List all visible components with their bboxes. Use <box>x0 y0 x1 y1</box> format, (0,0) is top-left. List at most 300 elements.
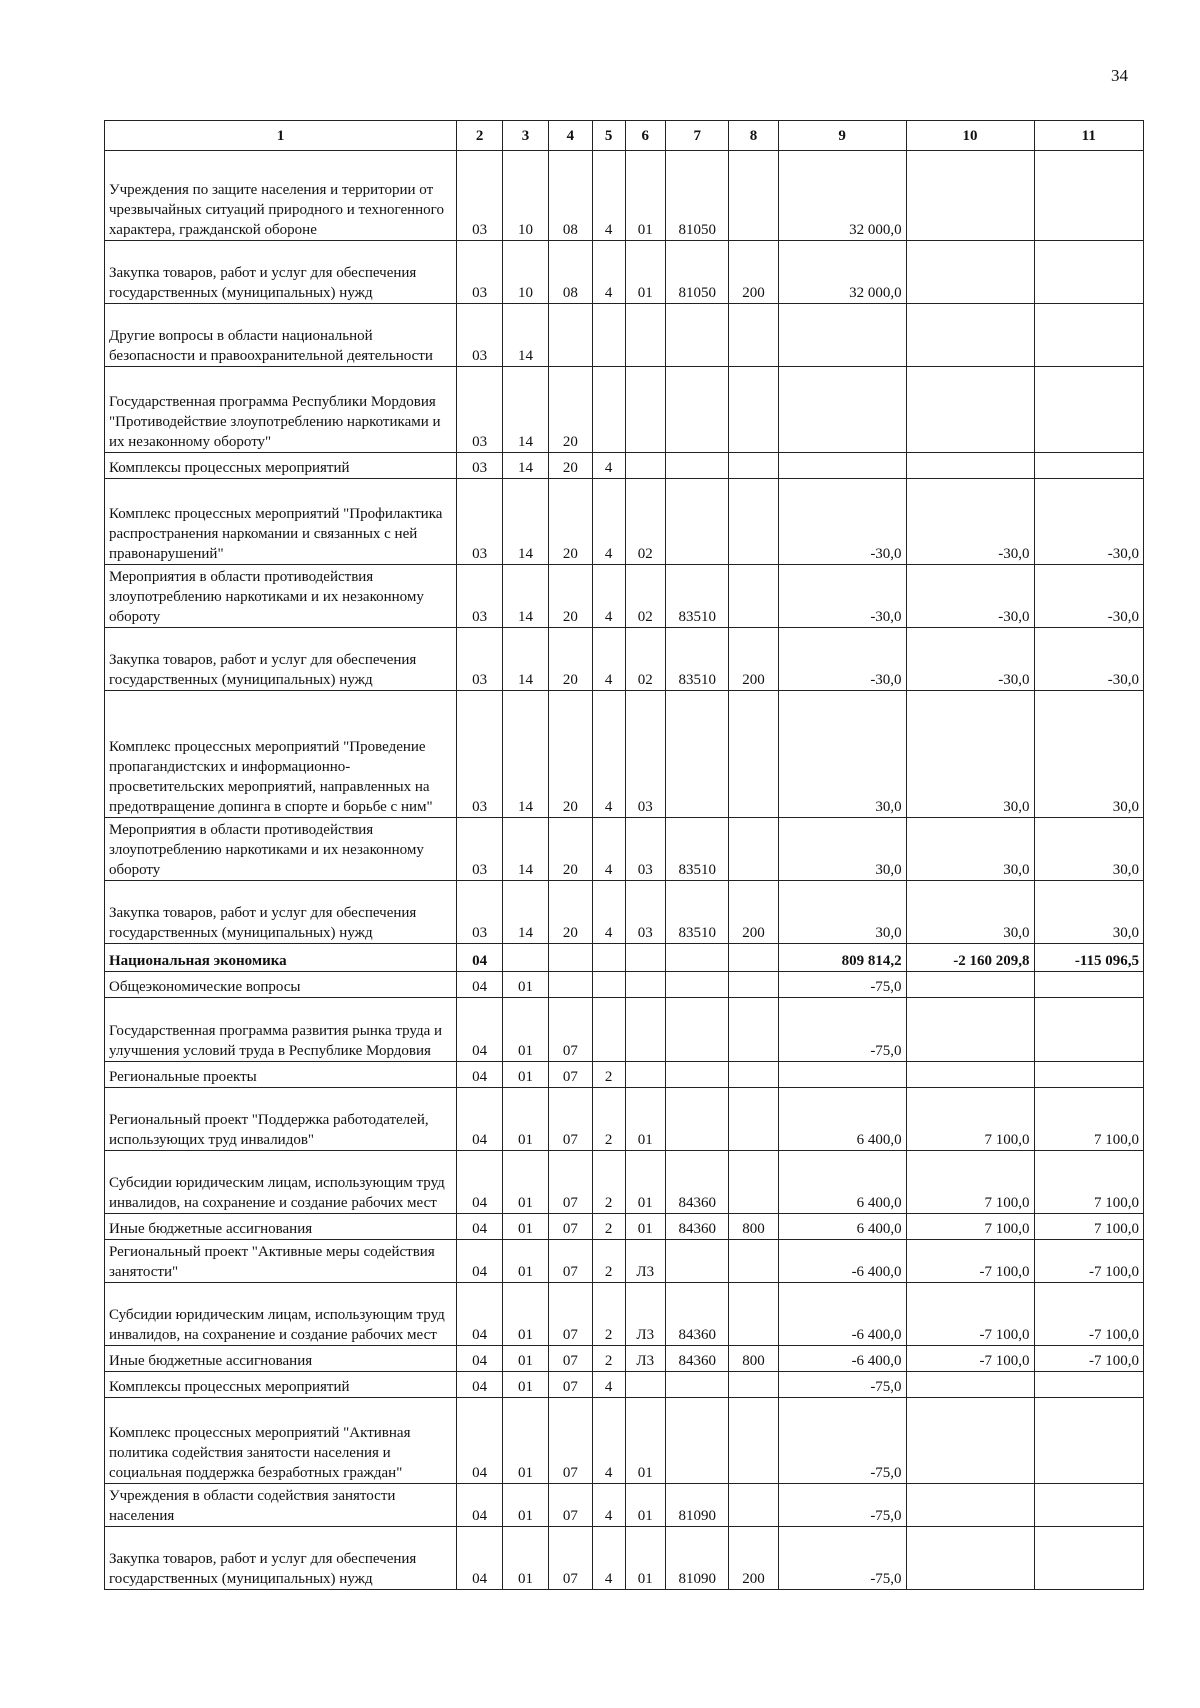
cell-section: 04 <box>457 1484 503 1527</box>
cell-section: 03 <box>457 367 503 453</box>
cell-program-type <box>592 944 625 972</box>
cell-name: Региональный проект "Поддержка работодателей, использующих труд инвалидов" <box>105 1088 457 1151</box>
cell-section: 03 <box>457 151 503 241</box>
cell-subsection: 10 <box>503 151 549 241</box>
header-col-10: 10 <box>906 121 1034 151</box>
cell-program-type: 4 <box>592 1372 625 1398</box>
cell-event: Л3 <box>625 1283 665 1346</box>
cell-section: 03 <box>457 241 503 304</box>
table-row <box>105 241 1144 304</box>
cell-program-type: 4 <box>592 453 625 479</box>
cell-amount-2023: 30,0 <box>778 818 906 881</box>
cell-direction: 83510 <box>665 818 728 881</box>
cell-program-type: 4 <box>592 1527 625 1590</box>
cell-program: 07 <box>549 1214 593 1240</box>
cell-section: 04 <box>457 1088 503 1151</box>
header-col-1: 1 <box>105 121 457 151</box>
cell-name: Мероприятия в области противодействия злоупотреблению наркотиками и их незаконному обороту <box>105 818 457 881</box>
cell-subsection: 14 <box>503 565 549 628</box>
cell-amount-2025: -30,0 <box>1034 628 1143 691</box>
cell-direction: 84360 <box>665 1283 728 1346</box>
cell-subsection: 01 <box>503 1527 549 1590</box>
cell-amount-2023 <box>778 453 906 479</box>
cell-name: Учреждения по защите населения и территории от чрезвычайных ситуаций природного и техногенного характера, гражданской обороне <box>105 151 457 241</box>
cell-program-type <box>592 304 625 367</box>
cell-direction <box>665 1062 728 1088</box>
cell-amount-2023: 30,0 <box>778 881 906 944</box>
cell-section: 04 <box>457 1214 503 1240</box>
cell-program: 07 <box>549 998 593 1062</box>
cell-event: 03 <box>625 818 665 881</box>
cell-name: Иные бюджетные ассигнования <box>105 1346 457 1372</box>
cell-program: 07 <box>549 1062 593 1088</box>
cell-amount-2024: -30,0 <box>906 565 1034 628</box>
cell-amount-2024 <box>906 998 1034 1062</box>
cell-amount-2023: -75,0 <box>778 1484 906 1527</box>
cell-section: 03 <box>457 453 503 479</box>
cell-expense-type: 200 <box>729 881 778 944</box>
cell-subsection: 01 <box>503 1088 549 1151</box>
cell-program <box>549 972 593 998</box>
cell-amount-2025 <box>1034 304 1143 367</box>
cell-amount-2023: -75,0 <box>778 1372 906 1398</box>
cell-program: 07 <box>549 1527 593 1590</box>
header-col-3: 3 <box>503 121 549 151</box>
cell-section: 03 <box>457 881 503 944</box>
table-header-row <box>105 121 1144 151</box>
cell-expense-type <box>729 972 778 998</box>
cell-section: 03 <box>457 479 503 565</box>
cell-section: 04 <box>457 998 503 1062</box>
cell-expense-type <box>729 1062 778 1088</box>
cell-name: Региональный проект "Активные меры содействия занятости" <box>105 1240 457 1283</box>
cell-amount-2025: -30,0 <box>1034 565 1143 628</box>
cell-amount-2023: 6 400,0 <box>778 1151 906 1214</box>
cell-section: 03 <box>457 565 503 628</box>
cell-amount-2025 <box>1034 241 1143 304</box>
cell-amount-2024: 7 100,0 <box>906 1214 1034 1240</box>
table-row <box>105 479 1144 565</box>
cell-program: 08 <box>549 151 593 241</box>
table-row <box>105 453 1144 479</box>
cell-program: 20 <box>549 691 593 818</box>
cell-name: Субсидии юридическим лицам, использующим труд инвалидов, на сохранение и создание рабочих мест <box>105 1151 457 1214</box>
cell-name: Закупка товаров, работ и услуг для обеспечения государственных (муниципальных) нужд <box>105 628 457 691</box>
cell-section: 04 <box>457 1372 503 1398</box>
cell-amount-2023: -30,0 <box>778 479 906 565</box>
cell-program: 20 <box>549 367 593 453</box>
cell-expense-type <box>729 818 778 881</box>
cell-amount-2024: 30,0 <box>906 881 1034 944</box>
cell-event: 01 <box>625 1527 665 1590</box>
cell-program: 07 <box>549 1398 593 1484</box>
header-col-2: 2 <box>457 121 503 151</box>
cell-subsection: 10 <box>503 241 549 304</box>
cell-amount-2024: -30,0 <box>906 628 1034 691</box>
cell-amount-2023: -6 400,0 <box>778 1346 906 1372</box>
cell-program-type: 4 <box>592 565 625 628</box>
cell-amount-2025 <box>1034 1398 1143 1484</box>
cell-amount-2025 <box>1034 1062 1143 1088</box>
cell-name: Субсидии юридическим лицам, использующим труд инвалидов, на сохранение и создание рабочих мест <box>105 1283 457 1346</box>
cell-subsection: 14 <box>503 628 549 691</box>
cell-subsection <box>503 944 549 972</box>
cell-name: Другие вопросы в области национальной безопасности и правоохранительной деятельности <box>105 304 457 367</box>
cell-name: Закупка товаров, работ и услуг для обеспечения государственных (муниципальных) нужд <box>105 881 457 944</box>
cell-name: Комплекс процессных мероприятий "Активная политика содействия занятости населения и социальная поддержка безработных граждан" <box>105 1398 457 1484</box>
table-row <box>105 691 1144 818</box>
table-row <box>105 151 1144 241</box>
cell-amount-2025 <box>1034 367 1143 453</box>
cell-subsection: 01 <box>503 1346 549 1372</box>
cell-direction <box>665 1088 728 1151</box>
cell-program-type: 4 <box>592 1398 625 1484</box>
table-row <box>105 1398 1144 1484</box>
cell-event <box>625 1372 665 1398</box>
cell-name: Учреждения в области содействия занятости населения <box>105 1484 457 1527</box>
cell-direction <box>665 691 728 818</box>
cell-amount-2025: -7 100,0 <box>1034 1346 1143 1372</box>
cell-program-type: 4 <box>592 151 625 241</box>
cell-name: Комплексы процессных мероприятий <box>105 453 457 479</box>
cell-event <box>625 1062 665 1088</box>
cell-direction <box>665 367 728 453</box>
cell-amount-2024: -2 160 209,8 <box>906 944 1034 972</box>
cell-name: Региональные проекты <box>105 1062 457 1088</box>
cell-section: 04 <box>457 1240 503 1283</box>
cell-amount-2023 <box>778 367 906 453</box>
cell-name: Мероприятия в области противодействия злоупотреблению наркотиками и их незаконному обороту <box>105 565 457 628</box>
cell-subsection: 14 <box>503 818 549 881</box>
cell-amount-2024 <box>906 972 1034 998</box>
cell-direction: 84360 <box>665 1214 728 1240</box>
table-row <box>105 818 1144 881</box>
table-row <box>105 1088 1144 1151</box>
cell-subsection: 01 <box>503 972 549 998</box>
cell-direction: 81050 <box>665 151 728 241</box>
cell-amount-2023 <box>778 304 906 367</box>
cell-section: 04 <box>457 1283 503 1346</box>
cell-direction: 83510 <box>665 565 728 628</box>
cell-name: Закупка товаров, работ и услуг для обеспечения государственных (муниципальных) нужд <box>105 1527 457 1590</box>
cell-expense-type: 800 <box>729 1346 778 1372</box>
cell-event: 02 <box>625 628 665 691</box>
cell-amount-2023: 809 814,2 <box>778 944 906 972</box>
cell-section: 04 <box>457 1346 503 1372</box>
cell-name: Иные бюджетные ассигнования <box>105 1214 457 1240</box>
cell-amount-2024 <box>906 1372 1034 1398</box>
cell-program-type: 2 <box>592 1151 625 1214</box>
cell-expense-type: 200 <box>729 1527 778 1590</box>
cell-amount-2023: 32 000,0 <box>778 151 906 241</box>
table-row <box>105 944 1144 972</box>
cell-amount-2025 <box>1034 1484 1143 1527</box>
cell-expense-type: 200 <box>729 241 778 304</box>
cell-section: 04 <box>457 944 503 972</box>
header-col-7: 7 <box>665 121 728 151</box>
cell-amount-2023 <box>778 1062 906 1088</box>
cell-amount-2024: 30,0 <box>906 818 1034 881</box>
table-row <box>105 881 1144 944</box>
cell-direction <box>665 479 728 565</box>
cell-subsection: 01 <box>503 1283 549 1346</box>
cell-program-type: 2 <box>592 1240 625 1283</box>
cell-program-type: 2 <box>592 1062 625 1088</box>
table-row <box>105 1283 1144 1346</box>
cell-program-type: 2 <box>592 1346 625 1372</box>
cell-program: 07 <box>549 1240 593 1283</box>
header-col-6: 6 <box>625 121 665 151</box>
cell-expense-type: 200 <box>729 628 778 691</box>
cell-program: 20 <box>549 453 593 479</box>
cell-program <box>549 304 593 367</box>
cell-expense-type <box>729 453 778 479</box>
table-row <box>105 304 1144 367</box>
cell-amount-2025 <box>1034 1527 1143 1590</box>
cell-direction: 84360 <box>665 1346 728 1372</box>
cell-direction <box>665 1240 728 1283</box>
cell-event <box>625 998 665 1062</box>
cell-amount-2024: -30,0 <box>906 479 1034 565</box>
cell-direction <box>665 972 728 998</box>
cell-amount-2024 <box>906 1398 1034 1484</box>
table-body <box>105 151 1144 1590</box>
table-row <box>105 1527 1144 1590</box>
cell-name: Комплекс процессных мероприятий "Проведение пропагандистских и информационно-просветительских мероприятий, направленных на предотвращение допинга в спорте и борьбе с ним" <box>105 691 457 818</box>
cell-amount-2023: -30,0 <box>778 628 906 691</box>
cell-subsection: 01 <box>503 1214 549 1240</box>
cell-event <box>625 944 665 972</box>
cell-amount-2025: -7 100,0 <box>1034 1283 1143 1346</box>
cell-program: 07 <box>549 1372 593 1398</box>
cell-amount-2025: -115 096,5 <box>1034 944 1143 972</box>
cell-event: 01 <box>625 1151 665 1214</box>
cell-program: 20 <box>549 881 593 944</box>
cell-direction: 83510 <box>665 881 728 944</box>
cell-program-type <box>592 998 625 1062</box>
header-col-4: 4 <box>549 121 593 151</box>
cell-amount-2024: -7 100,0 <box>906 1283 1034 1346</box>
cell-amount-2024: 30,0 <box>906 691 1034 818</box>
cell-section: 03 <box>457 304 503 367</box>
cell-program: 07 <box>549 1151 593 1214</box>
cell-name: Национальная экономика <box>105 944 457 972</box>
cell-expense-type <box>729 691 778 818</box>
cell-subsection: 14 <box>503 479 549 565</box>
header-col-11: 11 <box>1034 121 1143 151</box>
cell-subsection: 14 <box>503 691 549 818</box>
cell-event <box>625 453 665 479</box>
cell-name: Государственная программа Республики Мордовия "Противодействие злоупотреблению наркотиками и их незаконному обороту" <box>105 367 457 453</box>
cell-program-type: 4 <box>592 881 625 944</box>
cell-expense-type <box>729 1088 778 1151</box>
table-row <box>105 1214 1144 1240</box>
cell-subsection: 14 <box>503 881 549 944</box>
cell-program-type: 4 <box>592 1484 625 1527</box>
cell-amount-2023: 6 400,0 <box>778 1088 906 1151</box>
cell-amount-2023: -6 400,0 <box>778 1283 906 1346</box>
cell-direction: 83510 <box>665 628 728 691</box>
cell-event <box>625 304 665 367</box>
cell-program-type: 4 <box>592 691 625 818</box>
header-col-8: 8 <box>729 121 778 151</box>
cell-section: 03 <box>457 628 503 691</box>
cell-amount-2024: 7 100,0 <box>906 1151 1034 1214</box>
cell-subsection: 14 <box>503 304 549 367</box>
cell-amount-2025: 7 100,0 <box>1034 1088 1143 1151</box>
cell-subsection: 01 <box>503 998 549 1062</box>
cell-direction: 84360 <box>665 1151 728 1214</box>
cell-direction: 81090 <box>665 1484 728 1527</box>
header-col-9: 9 <box>778 121 906 151</box>
cell-amount-2025: 7 100,0 <box>1034 1151 1143 1214</box>
cell-program-type: 4 <box>592 479 625 565</box>
table-row <box>105 565 1144 628</box>
cell-amount-2025 <box>1034 151 1143 241</box>
table-row <box>105 972 1144 998</box>
cell-amount-2024 <box>906 1527 1034 1590</box>
cell-program: 07 <box>549 1088 593 1151</box>
cell-amount-2023: 6 400,0 <box>778 1214 906 1240</box>
cell-amount-2024: 7 100,0 <box>906 1088 1034 1151</box>
cell-event <box>625 972 665 998</box>
cell-program: 07 <box>549 1484 593 1527</box>
cell-expense-type <box>729 1372 778 1398</box>
cell-amount-2023: 30,0 <box>778 691 906 818</box>
table-row <box>105 1151 1144 1214</box>
table-row <box>105 1484 1144 1527</box>
cell-amount-2024 <box>906 367 1034 453</box>
cell-amount-2023: -75,0 <box>778 972 906 998</box>
cell-program: 08 <box>549 241 593 304</box>
cell-name: Государственная программа развития рынка труда и улучшения условий труда в Республике Мордовия <box>105 998 457 1062</box>
cell-subsection: 01 <box>503 1484 549 1527</box>
cell-program-type: 4 <box>592 241 625 304</box>
cell-direction <box>665 1398 728 1484</box>
cell-amount-2023: -6 400,0 <box>778 1240 906 1283</box>
cell-section: 03 <box>457 691 503 818</box>
budget-table <box>104 120 1144 1590</box>
cell-event: 03 <box>625 881 665 944</box>
cell-expense-type <box>729 1151 778 1214</box>
cell-name: Общеэкономические вопросы <box>105 972 457 998</box>
cell-amount-2025: 30,0 <box>1034 881 1143 944</box>
header-col-5: 5 <box>592 121 625 151</box>
cell-event: Л3 <box>625 1240 665 1283</box>
cell-event: 01 <box>625 1088 665 1151</box>
cell-amount-2024 <box>906 453 1034 479</box>
cell-program: 20 <box>549 628 593 691</box>
cell-event: 01 <box>625 1484 665 1527</box>
cell-amount-2024 <box>906 1484 1034 1527</box>
cell-subsection: 01 <box>503 1372 549 1398</box>
cell-program-type <box>592 367 625 453</box>
cell-program-type <box>592 972 625 998</box>
cell-program-type: 4 <box>592 628 625 691</box>
cell-program: 20 <box>549 479 593 565</box>
cell-expense-type <box>729 367 778 453</box>
table-row <box>105 1372 1144 1398</box>
cell-event <box>625 367 665 453</box>
cell-amount-2023: -75,0 <box>778 1527 906 1590</box>
cell-subsection: 01 <box>503 1240 549 1283</box>
cell-event: 01 <box>625 1214 665 1240</box>
cell-expense-type <box>729 1240 778 1283</box>
cell-event: 03 <box>625 691 665 818</box>
cell-amount-2025: 30,0 <box>1034 818 1143 881</box>
page-number: 34 <box>1111 66 1128 85</box>
cell-program: 20 <box>549 565 593 628</box>
cell-amount-2024 <box>906 151 1034 241</box>
cell-section: 03 <box>457 818 503 881</box>
table-row <box>105 1062 1144 1088</box>
cell-program <box>549 944 593 972</box>
cell-amount-2024 <box>906 304 1034 367</box>
cell-name: Закупка товаров, работ и услуг для обеспечения государственных (муниципальных) нужд <box>105 241 457 304</box>
cell-amount-2025 <box>1034 972 1143 998</box>
cell-name: Комплекс процессных мероприятий "Профилактика распространения наркомании и связанных с ней правонарушений" <box>105 479 457 565</box>
table-row <box>105 1346 1144 1372</box>
cell-amount-2025: -7 100,0 <box>1034 1240 1143 1283</box>
table-row <box>105 628 1144 691</box>
cell-expense-type: 800 <box>729 1214 778 1240</box>
cell-amount-2024: -7 100,0 <box>906 1346 1034 1372</box>
cell-event: 01 <box>625 241 665 304</box>
cell-amount-2025 <box>1034 1372 1143 1398</box>
cell-subsection: 01 <box>503 1151 549 1214</box>
cell-amount-2025: 7 100,0 <box>1034 1214 1143 1240</box>
cell-amount-2023: 32 000,0 <box>778 241 906 304</box>
table-row <box>105 998 1144 1062</box>
cell-expense-type <box>729 151 778 241</box>
cell-program-type: 2 <box>592 1283 625 1346</box>
cell-expense-type <box>729 479 778 565</box>
cell-expense-type <box>729 1398 778 1484</box>
cell-amount-2023: -30,0 <box>778 565 906 628</box>
cell-section: 04 <box>457 1527 503 1590</box>
cell-amount-2023: -75,0 <box>778 1398 906 1484</box>
cell-amount-2025: 30,0 <box>1034 691 1143 818</box>
cell-program: 07 <box>549 1346 593 1372</box>
cell-section: 04 <box>457 1062 503 1088</box>
cell-program-type: 2 <box>592 1088 625 1151</box>
cell-amount-2025 <box>1034 453 1143 479</box>
cell-program-type: 4 <box>592 818 625 881</box>
cell-amount-2024: -7 100,0 <box>906 1240 1034 1283</box>
cell-name: Комплексы процессных мероприятий <box>105 1372 457 1398</box>
cell-expense-type <box>729 998 778 1062</box>
cell-amount-2025: -30,0 <box>1034 479 1143 565</box>
cell-direction <box>665 304 728 367</box>
cell-direction: 81050 <box>665 241 728 304</box>
cell-program-type: 2 <box>592 1214 625 1240</box>
cell-expense-type <box>729 1484 778 1527</box>
table-row <box>105 367 1144 453</box>
cell-direction <box>665 998 728 1062</box>
cell-direction: 81090 <box>665 1527 728 1590</box>
cell-section: 04 <box>457 1151 503 1214</box>
cell-direction <box>665 1372 728 1398</box>
cell-event: Л3 <box>625 1346 665 1372</box>
cell-amount-2025 <box>1034 998 1143 1062</box>
cell-direction <box>665 453 728 479</box>
cell-expense-type <box>729 565 778 628</box>
cell-subsection: 14 <box>503 453 549 479</box>
cell-subsection: 01 <box>503 1398 549 1484</box>
cell-section: 04 <box>457 972 503 998</box>
cell-section: 04 <box>457 1398 503 1484</box>
table-row <box>105 1240 1144 1283</box>
